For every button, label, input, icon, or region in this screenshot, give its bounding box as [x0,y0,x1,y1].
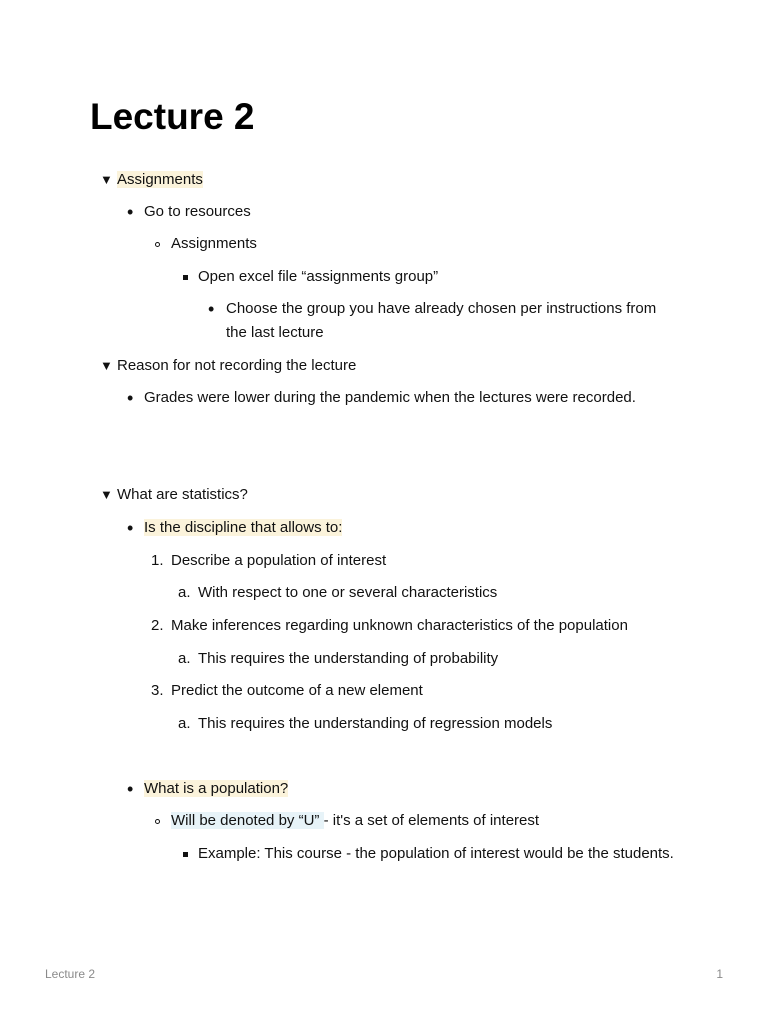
list-item [144,777,288,801]
toggle-triangle-icon[interactable]: ▼ [100,487,113,502]
bullet-circle-icon [155,819,160,824]
list-item [171,809,539,833]
list-item: Example: This course - the population of interest would be the students. [198,845,674,862]
footer-title: Lecture 2 [45,967,96,981]
highlighted-text: Is the discipline that allows to: [144,519,343,536]
bullet-circle-icon [155,242,160,247]
list-item: Predict the outcome of a new element [171,682,423,699]
toggle-triangle-icon[interactable]: ▼ [100,172,113,187]
list-item: Choose the group you have already chosen per instructions from the last lecture [226,300,657,341]
list-item: This requires the understanding of regression models [198,715,553,732]
bullet-square-icon [183,275,188,280]
list-item: Assignments [171,235,257,252]
highlighted-text: Assignments [117,171,203,188]
list-item: Grades were lower during the pandemic when the lectures were recorded. [144,389,636,406]
highlighted-text: What is a population? [144,780,289,797]
highlighted-text: Will be denoted by “U” [171,812,324,829]
list-item: With respect to one or several characteristics [198,584,498,601]
toggle-assignments-heading[interactable] [117,168,203,192]
list-item [144,516,342,540]
toggle-recording-heading[interactable]: Reason for not recording the lecture [117,357,357,374]
bullet-disc-icon: • [127,388,134,408]
list-number: 2. [151,617,164,634]
bullet-square-icon [183,852,188,857]
bullet-disc-icon: • [127,779,134,799]
list-item: Open excel file “assignments group” [198,268,439,285]
bullet-disc-icon: • [127,202,134,222]
bullet-disc-icon: • [208,299,215,319]
toggle-statistics-heading[interactable]: What are statistics? [117,486,248,503]
plain-text: - it's a set of elements of interest [323,812,540,829]
page-title: Lecture 2 [90,96,255,137]
list-letter: a. [178,650,191,667]
list-item: Describe a population of interest [171,552,387,569]
toggle-triangle-icon[interactable]: ▼ [100,358,113,373]
list-item: This requires the understanding of probability [198,650,499,667]
list-number: 3. [151,682,164,699]
list-item: Go to resources [144,203,251,220]
bullet-disc-icon: • [127,518,134,538]
list-number: 1. [151,552,164,569]
list-item: Make inferences regarding unknown characteristics of the population [171,617,628,634]
list-letter: a. [178,715,191,732]
page-number: 1 [716,967,723,981]
list-letter: a. [178,584,191,601]
